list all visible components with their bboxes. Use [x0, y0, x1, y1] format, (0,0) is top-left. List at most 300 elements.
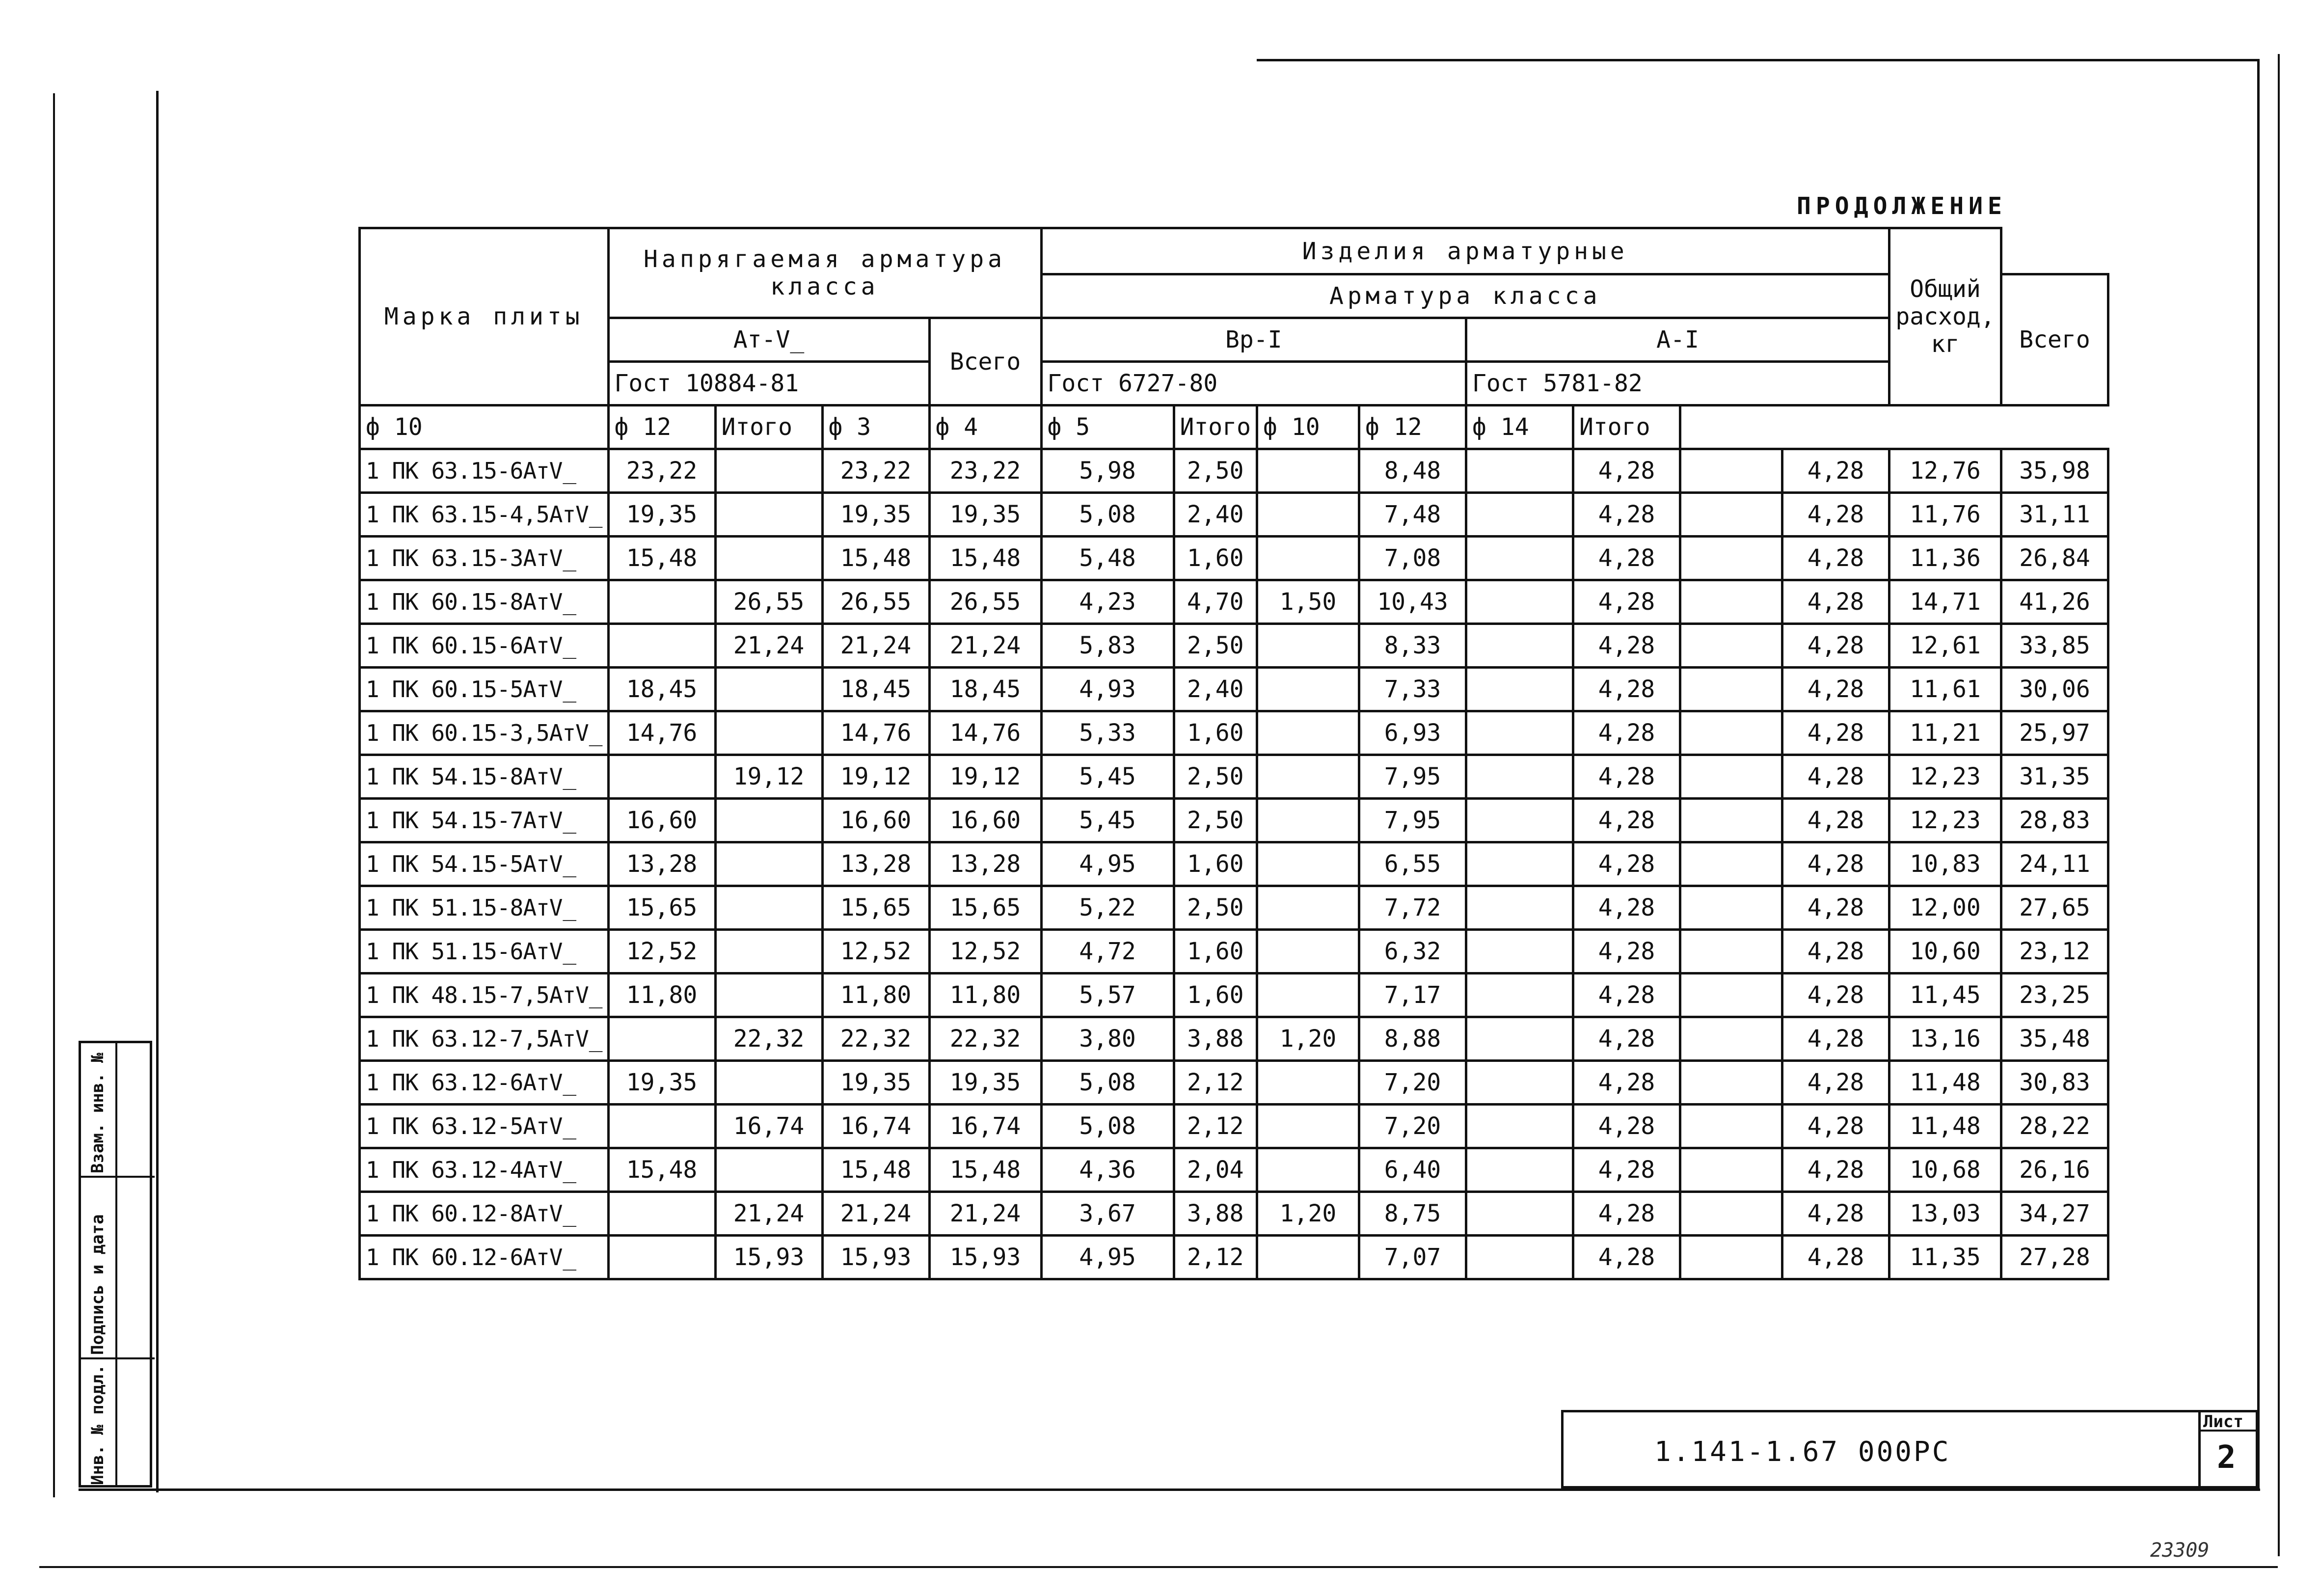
- table-cell: 30,06: [2001, 668, 2108, 711]
- table-cell: 7,95: [1359, 799, 1466, 842]
- table-cell: 4,28: [1573, 493, 1680, 537]
- table-cell: [1680, 1017, 1782, 1061]
- table-cell: [1680, 886, 1782, 930]
- plate-mark: 1 ПК 60.15-3,5АтV̲: [360, 711, 609, 755]
- table-cell: [715, 1061, 822, 1105]
- table-row: [360, 1236, 2108, 1279]
- plate-mark: 1 ПК 63.12-5АтV̲: [360, 1105, 609, 1148]
- table-cell: 4,28: [1573, 799, 1680, 842]
- table-cell: 2,40: [1174, 668, 1257, 711]
- frame-left-line: [156, 91, 159, 1492]
- header-at: Ат-V̲: [608, 318, 929, 362]
- table-row: [360, 668, 2108, 711]
- plate-mark: 1 ПК 48.15-7,5АтV̲: [360, 974, 609, 1017]
- table-cell: 23,12: [2001, 930, 2108, 974]
- table-cell: 11,76: [1889, 493, 2001, 537]
- table-cell: [1257, 711, 1359, 755]
- sub-header-cell: ф 12: [1359, 406, 1466, 449]
- table-cell: [715, 711, 822, 755]
- table-cell: 12,23: [1889, 755, 2001, 799]
- table-cell: 15,48: [929, 1148, 1041, 1192]
- table-row: [360, 886, 2108, 930]
- table-row: [360, 1192, 2108, 1236]
- table-cell: [1680, 580, 1782, 624]
- table-cell: [1257, 1061, 1359, 1105]
- table-cell: 14,76: [822, 711, 929, 755]
- table-cell: 23,25: [2001, 974, 2108, 1017]
- plate-mark: 1 ПК 60.15-6АтV̲: [360, 624, 609, 668]
- table-row: [360, 799, 2108, 842]
- side-vzam: Взам. инв. №: [88, 1053, 108, 1173]
- table-cell: 41,26: [2001, 580, 2108, 624]
- table-cell: 4,28: [1782, 668, 1889, 711]
- table-cell: 14,71: [1889, 580, 2001, 624]
- table-cell: 12,52: [822, 930, 929, 974]
- table-cell: [1680, 449, 1782, 493]
- table-cell: 15,65: [929, 886, 1041, 930]
- table-cell: 7,20: [1359, 1105, 1466, 1148]
- table-row: [360, 1061, 2108, 1105]
- header-mark: Марка плиты: [360, 228, 609, 406]
- table-cell: 35,48: [2001, 1017, 2108, 1061]
- table-cell: 13,28: [929, 842, 1041, 886]
- table-cell: [1680, 755, 1782, 799]
- table-cell: 1,60: [1174, 930, 1257, 974]
- table-cell: [608, 755, 715, 799]
- table-cell: 6,93: [1359, 711, 1466, 755]
- table-row: [360, 711, 2108, 755]
- table-cell: 2,50: [1174, 886, 1257, 930]
- table-cell: 15,48: [929, 537, 1041, 580]
- table-cell: 8,48: [1359, 449, 1466, 493]
- table-cell: 2,50: [1174, 799, 1257, 842]
- table-cell: [1257, 842, 1359, 886]
- table-cell: 1,20: [1257, 1017, 1359, 1061]
- table-cell: 4,28: [1573, 1236, 1680, 1279]
- table-cell: [1257, 449, 1359, 493]
- table-cell: 18,45: [929, 668, 1041, 711]
- table-cell: 11,80: [822, 974, 929, 1017]
- side-inv-no: Инв. № подл.: [88, 1364, 108, 1485]
- table-cell: 10,83: [1889, 842, 2001, 886]
- table-cell: 19,35: [929, 1061, 1041, 1105]
- table-cell: [715, 930, 822, 974]
- header-a1: А-I: [1466, 318, 1889, 362]
- table-cell: [1680, 974, 1782, 1017]
- table-cell: 15,65: [822, 886, 929, 930]
- table-cell: 19,35: [822, 493, 929, 537]
- table-cell: [1466, 580, 1573, 624]
- table-cell: 4,28: [1782, 493, 1889, 537]
- table-cell: 6,32: [1359, 930, 1466, 974]
- table-cell: 13,03: [1889, 1192, 2001, 1236]
- table-row: [360, 842, 2108, 886]
- table-cell: 2,40: [1174, 493, 1257, 537]
- table-cell: 34,27: [2001, 1192, 2108, 1236]
- table-cell: 7,08: [1359, 537, 1466, 580]
- table-row: [360, 449, 2108, 493]
- table-cell: 4,70: [1174, 580, 1257, 624]
- header-gost-2: Гост 6727-80: [1041, 362, 1466, 406]
- table-cell: 1,60: [1174, 537, 1257, 580]
- sub-header-cell: ф 10: [360, 406, 609, 449]
- table-cell: 19,35: [608, 1061, 715, 1105]
- table-cell: 4,28: [1573, 537, 1680, 580]
- table-cell: 21,24: [929, 624, 1041, 668]
- table-row: [360, 1105, 2108, 1148]
- sub-header-row: [360, 406, 2108, 449]
- header-prestress: Напрягаемая арматура класса: [608, 228, 1041, 318]
- table-cell: 11,48: [1889, 1105, 2001, 1148]
- table-cell: [1466, 1192, 1573, 1236]
- table-cell: [1257, 755, 1359, 799]
- frame-right-line: [2257, 59, 2260, 1490]
- table-cell: [1466, 1105, 1573, 1148]
- table-cell: 4,93: [1041, 668, 1174, 711]
- sub-header-cell: ф 12: [608, 406, 715, 449]
- sheet-label: Лист: [2203, 1412, 2243, 1432]
- table-cell: 33,85: [2001, 624, 2108, 668]
- table-cell: 19,12: [822, 755, 929, 799]
- table-cell: 16,74: [822, 1105, 929, 1148]
- table-cell: 21,24: [715, 1192, 822, 1236]
- table-cell: 30,83: [2001, 1061, 2108, 1105]
- table-cell: 4,28: [1573, 1105, 1680, 1148]
- table-cell: 4,28: [1782, 886, 1889, 930]
- table-cell: 31,35: [2001, 755, 2108, 799]
- table-cell: 26,55: [715, 580, 822, 624]
- table-cell: 12,00: [1889, 886, 2001, 930]
- table-cell: 16,74: [715, 1105, 822, 1148]
- continuation-label: ПРОДОЛЖЕНИЕ: [1797, 192, 2007, 220]
- table-cell: 11,35: [1889, 1236, 2001, 1279]
- table-cell: 4,28: [1782, 1061, 1889, 1105]
- table-cell: 4,72: [1041, 930, 1174, 974]
- sub-header-cell: Итого: [1573, 406, 1680, 449]
- table-cell: [1466, 624, 1573, 668]
- table-cell: 7,72: [1359, 886, 1466, 930]
- table-cell: 5,33: [1041, 711, 1174, 755]
- table-cell: [1257, 624, 1359, 668]
- table-cell: 11,61: [1889, 668, 2001, 711]
- table-cell: [715, 799, 822, 842]
- table-cell: 4,28: [1782, 624, 1889, 668]
- table-cell: 31,11: [2001, 493, 2108, 537]
- side-stamp-row-1: [81, 1176, 155, 1178]
- table-cell: [608, 1192, 715, 1236]
- table-cell: 4,28: [1573, 1017, 1680, 1061]
- table-cell: 19,35: [822, 1061, 929, 1105]
- table-cell: 4,28: [1782, 930, 1889, 974]
- table-cell: 10,60: [1889, 930, 2001, 974]
- table-cell: 15,93: [715, 1236, 822, 1279]
- table-cell: 12,76: [1889, 449, 2001, 493]
- table-cell: 7,20: [1359, 1061, 1466, 1105]
- document-code: 1.141-1.67 000РС: [1654, 1436, 1951, 1468]
- table-cell: 16,60: [822, 799, 929, 842]
- table-cell: 10,43: [1359, 580, 1466, 624]
- table-cell: 3,80: [1041, 1017, 1174, 1061]
- table-cell: 6,40: [1359, 1148, 1466, 1192]
- sub-header-cell: ф 5: [1041, 406, 1174, 449]
- table-cell: 11,80: [608, 974, 715, 1017]
- table-row: [360, 493, 2108, 537]
- table-cell: 21,24: [822, 1192, 929, 1236]
- table-cell: 18,45: [822, 668, 929, 711]
- plate-mark: 1 ПК 63.12-7,5АтV̲: [360, 1017, 609, 1061]
- sub-header-cell: Итого: [715, 406, 822, 449]
- table-cell: 3,88: [1174, 1192, 1257, 1236]
- table-cell: [608, 1236, 715, 1279]
- table-cell: 5,83: [1041, 624, 1174, 668]
- table-cell: [1680, 1061, 1782, 1105]
- table-cell: 12,23: [1889, 799, 2001, 842]
- table-row: [360, 537, 2108, 580]
- frame-top-line: [1257, 59, 2258, 61]
- table-cell: 21,24: [715, 624, 822, 668]
- table-cell: [1680, 1192, 1782, 1236]
- table-cell: 4,95: [1041, 1236, 1174, 1279]
- plate-mark: 1 ПК 63.15-3АтV̲: [360, 537, 609, 580]
- table-cell: [715, 493, 822, 537]
- table-cell: [1466, 755, 1573, 799]
- table-cell: 4,28: [1573, 449, 1680, 493]
- table-cell: [1257, 1105, 1359, 1148]
- table-cell: 3,88: [1174, 1017, 1257, 1061]
- table-cell: 4,28: [1573, 1148, 1680, 1192]
- table-cell: 15,48: [608, 1148, 715, 1192]
- table-cell: 5,98: [1041, 449, 1174, 493]
- table-cell: 22,32: [929, 1017, 1041, 1061]
- table-cell: 4,28: [1782, 1192, 1889, 1236]
- table-cell: 1,50: [1257, 580, 1359, 624]
- table-cell: 4,28: [1782, 580, 1889, 624]
- table-cell: 4,28: [1782, 1148, 1889, 1192]
- table-cell: 8,75: [1359, 1192, 1466, 1236]
- table-cell: 24,11: [2001, 842, 2108, 886]
- table-cell: [1680, 1236, 1782, 1279]
- table-cell: 28,22: [2001, 1105, 2108, 1148]
- header-gost-3: Гост 5781-82: [1466, 362, 1889, 406]
- table-cell: [1680, 537, 1782, 580]
- table-cell: 4,28: [1573, 755, 1680, 799]
- table-cell: [1466, 930, 1573, 974]
- table-cell: 27,65: [2001, 886, 2108, 930]
- table-cell: [1680, 799, 1782, 842]
- table-cell: 2,12: [1174, 1105, 1257, 1148]
- table-cell: 21,24: [929, 1192, 1041, 1236]
- table-cell: 19,12: [929, 755, 1041, 799]
- table-cell: [1680, 1148, 1782, 1192]
- table-cell: 5,57: [1041, 974, 1174, 1017]
- table-row: [360, 930, 2108, 974]
- table-cell: [1680, 624, 1782, 668]
- side-stamp-divider: [115, 1043, 117, 1485]
- table-cell: 4,28: [1573, 886, 1680, 930]
- table-cell: [715, 537, 822, 580]
- table-row: [360, 624, 2108, 668]
- plate-mark: 1 ПК 60.12-8АтV̲: [360, 1192, 609, 1236]
- sub-header-cell: Итого: [1174, 406, 1257, 449]
- table-cell: 4,28: [1782, 449, 1889, 493]
- table-cell: 4,28: [1573, 711, 1680, 755]
- table-cell: 4,95: [1041, 842, 1174, 886]
- table-cell: 15,48: [608, 537, 715, 580]
- side-stamp-row-2: [81, 1357, 155, 1359]
- side-sign-date: Подпись и дата: [88, 1214, 108, 1355]
- table-cell: 11,45: [1889, 974, 2001, 1017]
- table-cell: [1466, 449, 1573, 493]
- table-cell: [1466, 711, 1573, 755]
- plate-mark: 1 ПК 54.15-7АтV̲: [360, 799, 609, 842]
- table-cell: 4,23: [1041, 580, 1174, 624]
- table-cell: [715, 974, 822, 1017]
- table-cell: 23,22: [608, 449, 715, 493]
- sheet-number: 2: [2217, 1439, 2236, 1476]
- table-cell: 14,76: [608, 711, 715, 755]
- table-cell: 8,33: [1359, 624, 1466, 668]
- table-cell: 15,65: [608, 886, 715, 930]
- table-cell: [1466, 842, 1573, 886]
- header-total: Общий расход, кг: [1889, 228, 2001, 406]
- table-cell: [715, 449, 822, 493]
- table-cell: 23,22: [822, 449, 929, 493]
- table-cell: 19,35: [929, 493, 1041, 537]
- table-cell: 1,60: [1174, 711, 1257, 755]
- table-cell: [1257, 1148, 1359, 1192]
- table-cell: 5,45: [1041, 799, 1174, 842]
- table-cell: 4,28: [1782, 537, 1889, 580]
- table-cell: 4,28: [1782, 842, 1889, 886]
- table-cell: [1257, 886, 1359, 930]
- table-cell: 19,12: [715, 755, 822, 799]
- table-cell: [1257, 930, 1359, 974]
- table-cell: 4,28: [1573, 624, 1680, 668]
- table-cell: [715, 668, 822, 711]
- table-cell: [715, 842, 822, 886]
- sub-header-cell: ф 10: [1257, 406, 1359, 449]
- table-cell: 4,28: [1782, 755, 1889, 799]
- table-cell: 1,60: [1174, 842, 1257, 886]
- table-cell: 13,16: [1889, 1017, 2001, 1061]
- side-stamp: [79, 1041, 152, 1488]
- table-cell: 11,80: [929, 974, 1041, 1017]
- table-cell: 5,48: [1041, 537, 1174, 580]
- table-row: [360, 1017, 2108, 1061]
- table-cell: 15,93: [822, 1236, 929, 1279]
- table-cell: [1257, 799, 1359, 842]
- header-vsego-2: Всего: [2001, 274, 2108, 406]
- table-cell: 5,08: [1041, 1105, 1174, 1148]
- table-cell: 21,24: [822, 624, 929, 668]
- table-cell: 12,52: [608, 930, 715, 974]
- table-cell: 4,28: [1782, 1017, 1889, 1061]
- plate-mark: 1 ПК 54.15-5АтV̲: [360, 842, 609, 886]
- plate-mark: 1 ПК 54.15-8АтV̲: [360, 755, 609, 799]
- frame-right-outer-line: [2278, 54, 2280, 1556]
- table-cell: 26,55: [822, 580, 929, 624]
- table-body: [360, 449, 2108, 1279]
- table-cell: 2,50: [1174, 755, 1257, 799]
- table-cell: 13,28: [608, 842, 715, 886]
- table-cell: [608, 624, 715, 668]
- table-cell: [1257, 668, 1359, 711]
- table-cell: [1257, 974, 1359, 1017]
- table-cell: 22,32: [715, 1017, 822, 1061]
- table-cell: 22,32: [822, 1017, 929, 1061]
- table-cell: [1466, 668, 1573, 711]
- table-cell: [1466, 1236, 1573, 1279]
- table-cell: [608, 580, 715, 624]
- table-cell: 5,08: [1041, 493, 1174, 537]
- table-cell: 6,55: [1359, 842, 1466, 886]
- table-cell: 5,08: [1041, 1061, 1174, 1105]
- table-cell: 4,28: [1573, 930, 1680, 974]
- table-cell: 35,98: [2001, 449, 2108, 493]
- table-cell: 15,48: [822, 537, 929, 580]
- table-row: [360, 974, 2108, 1017]
- table-cell: 23,22: [929, 449, 1041, 493]
- table-cell: [1466, 537, 1573, 580]
- table-cell: 26,16: [2001, 1148, 2108, 1192]
- table-cell: 4,36: [1041, 1148, 1174, 1192]
- table-cell: 7,95: [1359, 755, 1466, 799]
- table-row: [360, 755, 2108, 799]
- table-cell: 4,28: [1573, 974, 1680, 1017]
- table-cell: 2,50: [1174, 624, 1257, 668]
- table-cell: [715, 1148, 822, 1192]
- table-cell: 11,36: [1889, 537, 2001, 580]
- table-cell: [1680, 493, 1782, 537]
- header-arm-class: Арматура класса: [1041, 274, 1889, 318]
- table-cell: 1,60: [1174, 974, 1257, 1017]
- table-cell: 19,35: [608, 493, 715, 537]
- table-cell: [1466, 886, 1573, 930]
- table-cell: [1466, 799, 1573, 842]
- table-cell: 2,50: [1174, 449, 1257, 493]
- table-cell: [1257, 537, 1359, 580]
- table-cell: [1466, 1148, 1573, 1192]
- plate-mark: 1 ПК 63.15-6АтV̲: [360, 449, 609, 493]
- table-cell: 7,48: [1359, 493, 1466, 537]
- plate-mark: 1 ПК 60.15-5АтV̲: [360, 668, 609, 711]
- table-row: [360, 580, 2108, 624]
- table-cell: [1257, 1236, 1359, 1279]
- header-gost-1: Гост 10884-81: [608, 362, 929, 406]
- plate-mark: 1 ПК 51.15-6АтV̲: [360, 930, 609, 974]
- table-cell: 10,68: [1889, 1148, 2001, 1192]
- table-cell: [608, 1105, 715, 1148]
- table-cell: [1680, 668, 1782, 711]
- table-cell: 4,28: [1573, 580, 1680, 624]
- header-products: Изделия арматурные: [1041, 228, 1889, 274]
- table-cell: 2,12: [1174, 1061, 1257, 1105]
- header-vp: Вр-I: [1041, 318, 1466, 362]
- table-cell: 4,28: [1782, 711, 1889, 755]
- table-cell: [1680, 711, 1782, 755]
- reinforcement-table: [358, 227, 2109, 1280]
- plate-mark: 1 ПК 51.15-8АтV̲: [360, 886, 609, 930]
- table-cell: 5,22: [1041, 886, 1174, 930]
- table-cell: 16,74: [929, 1105, 1041, 1148]
- table-cell: 16,60: [929, 799, 1041, 842]
- table-row: [360, 1148, 2108, 1192]
- plate-mark: 1 ПК 60.12-6АтV̲: [360, 1236, 609, 1279]
- table-cell: [1466, 1061, 1573, 1105]
- table-cell: 28,83: [2001, 799, 2108, 842]
- table-cell: [1680, 842, 1782, 886]
- table-cell: 4,28: [1573, 842, 1680, 886]
